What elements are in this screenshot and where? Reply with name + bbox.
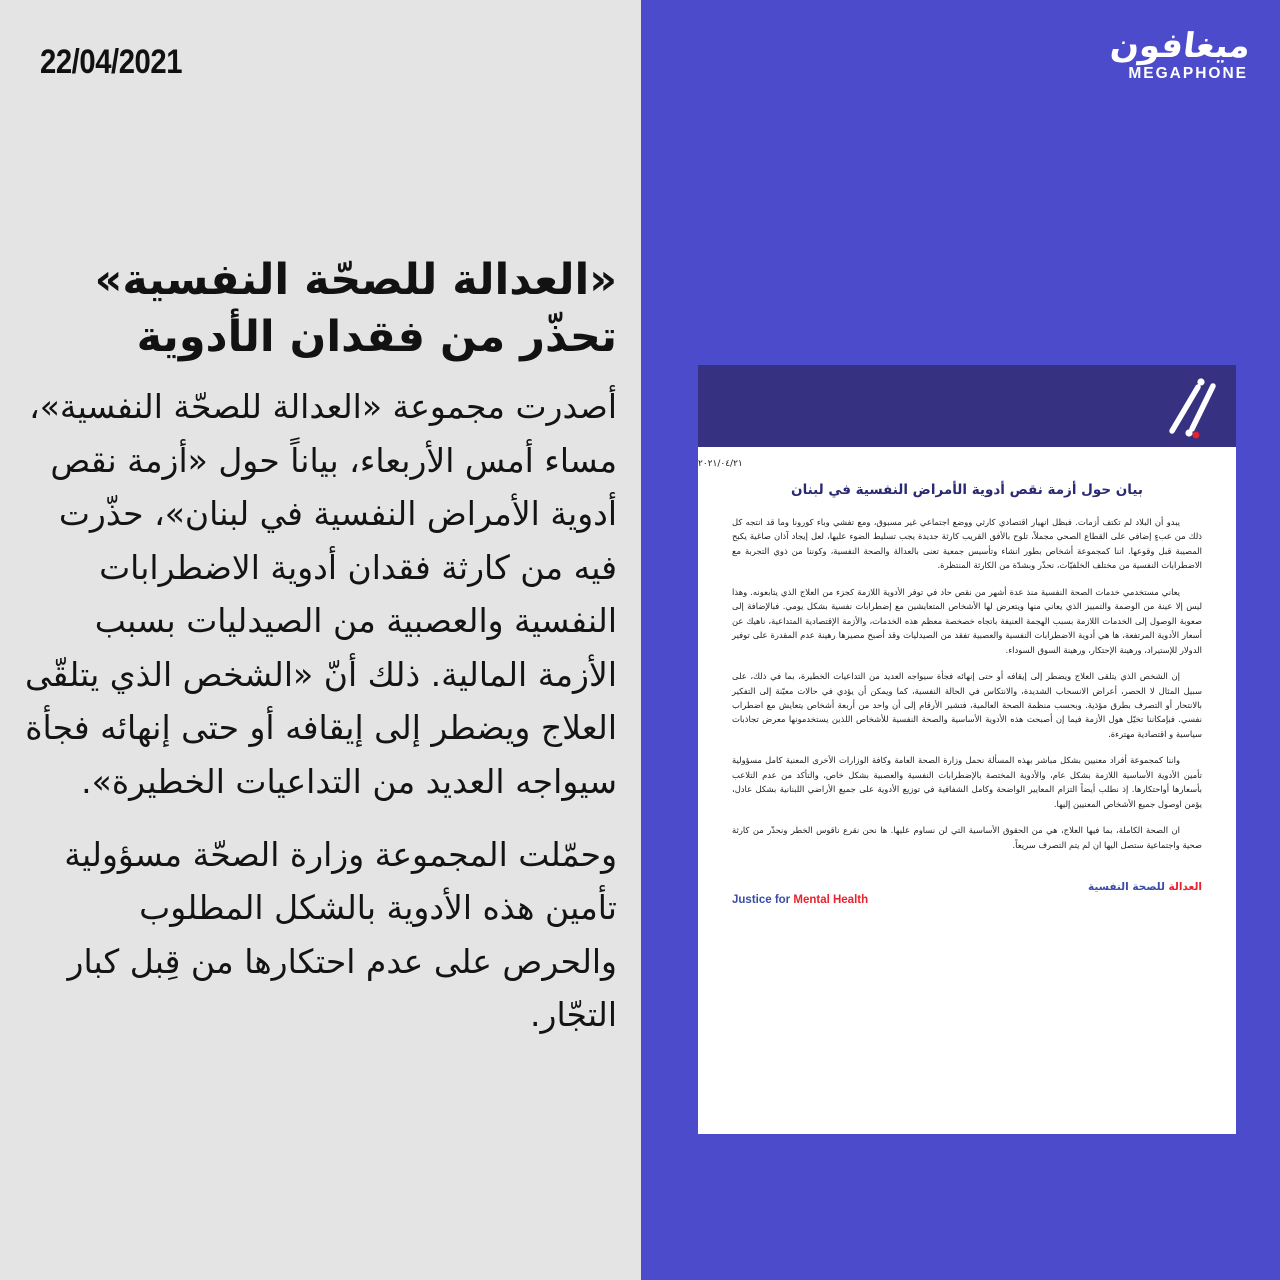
signature-arabic-blue: للصحة النفسية [1088,881,1165,894]
media-panel [641,0,1280,1280]
megaphone-logo-arabic: ميغافون [1108,26,1253,66]
document-paragraph: إن الشخص الذي يتلقى العلاج ويضطر إلى إيقافه أو حتى إنهائه فجأة سيواجه العديد من التداعيات الخطيرة، بما في ذلك، على سبيل المثال لا الحصر، أعراض الانسحاب الشديدة، والانتكاس في الحالة النفسية، كما ويمكن أن يؤدي في حالات معيّنة إلى التفكير بالانتحار أو التصرف بطرق مؤذية. وبحسب منظمة الصحة العالمية، فتشير الأرقام إلى أن واحد من أربعة أشخاص يتعايش مع اضطراب نفسي. فبإمكاننا تخيّل هول الأزمة فيما إن أصبحت هذه الأدوية الأساسية والصحة النفسية للأشخاص اللذين يستخدمونها معرض تجاذبات سياسية و اقتصادية مهترءة. [732,671,1202,739]
article-text-block [24,252,617,1042]
document-paragraph: يعاني مستخدمي خدمات الصحة النفسية منذ عدة أشهر من نقص حاد في توفر الأدوية اللازمة كجزء من العلاج الذي يتابعونه. وهذا ليس إلا عينة من الوصمة والتمييز الذي يعاني منها ويتعرض لها الأشخاص المتعايشين مع إضطرابات نفسية بشكل يومي. فبالإضافة إلى صعوبة الوصول إلى الخدمات اللازمة بسبب الهجمة العنيفة باتجاه خصخصة معظم هذه الخدمات، والأزمة الإقتصادية المتداعية، ناهيك عن أسعار الأدوية المرتفعة، ها هي أدوية الاضطرابات النفسية والعصبية تفقد من الصيدليات وقد أصبح مصيرها رهينة عدم المقدرة على توفير الدولار للإستيراد، ورهينة الإحتكار، ورهينة السوق السوداء. [732,586,1202,655]
publication-date: 22/04/2021 [40,43,183,81]
document-paragraph: واننا كمجموعة أفراد معنيين بشكل مباشر بهذه المسألة نحمل وزارة الصحة العامة وكافة الوزارات الأخرى المعنية كامل مسؤولية تأمين الأدوية الأساسية اللازمة بشكل عام، والأدوية المختصة بالإضطرابات النفسية والعصبية بشكل خاص، والتأكد من عدم التلاعب بأسعارها أواحتكارها. إذ نطلب أيضاً التزام المعايير الواضحة وكامل الشفافية في توزيع الأدوية على جميع الأراضي اللبنانية بشكل عادل، يؤمن اوصول جميع الأشخاص المعنيين إليها. [732,755,1202,809]
statement-document [698,365,1236,1134]
document-title: بيان حول أزمة نقص أدوية الأمراض النفسية في لبنان [791,482,1143,498]
signature-latin-blue: Justice for [732,894,794,907]
document-paragraph: يبدو أن البلاد لم تكتف أزمات. فبظل انهيار اقتصادي كارثي ووضع اجتماعي غير مسبوق، ومع تفشي وباء كورونا وما قد انتجه كل ذلك من عبءٍ إضافي على القطاع الصحي مجملاً، تلوح بالأفق القريب كارثة جديدة يجب تسليط الضوء عليها، لعل إيجاد آذان صاغية يكبح المصيبة قبل وقوعها. اننا كمجموعة أشخاص بطور انشاء وتأسيس جمعية تعنى بالعدالة والصحة النفسية، وكوننا من ذوي التجربة مع الاضطرابات النفسية من مختلف الخلفيّات، نحذّر وبشدّة من الكارثة المنتظرة. [732,517,1202,571]
megaphone-logo [1108,26,1253,110]
document-paragraph: ان الصحة الكاملة، بما فيها العلاج، هي من الحقوق الأساسية التي لن نساوم عليها. ها نحن نقرع ناقوس الخطر ونحذّر من كارثة صحية واجتماعية ستصل اليها ان لم يتم التصرف سريعاً. [732,825,1202,850]
organization-signature [732,882,1202,907]
document-body [698,515,1236,852]
signature-latin-red: Mental Health [793,894,869,907]
megaphone-slash-mark-icon [1158,373,1220,439]
document-header-band [698,365,1236,447]
document-date: ٢٠٢١/٠٤/٢١ [698,459,743,469]
article-paragraph: وحمّلت المجموعة وزارة الصحّة مسؤولية تأمين هذه الأدوية بالشكل المطلوب والحرص على عدم احتكارها من قِبل كبار التجّار. [64,835,617,1035]
article-paragraph: أصدرت مجموعة «العدالة للصحّة النفسية»، مساء أمس الأربعاء، بياناً حول «أزمة نقص أدوية الأمراض النفسية في لبنان»، حذّرت فيه من كارثة فقدان أدوية الاضطرابات النفسية والعصبية من الصيدليات بسبب الأزمة المالية. ذلك أنّ «الشخص الذي يتلقّى العلاج ويضطر إلى إيقافه أو حتى إنهائه فجأة سيواجه العديد من التداعيات الخطيرة». [25,387,617,801]
signature-arabic [732,882,1202,893]
megaphone-logo-latin: MEGAPHONE [1128,65,1248,83]
signature-latin [732,894,1202,907]
signature-arabic-red: العدالة [1168,881,1202,894]
page-title: «العدالة للصحّة النفسية» تحذّر من فقدان الأدوية [94,255,617,363]
